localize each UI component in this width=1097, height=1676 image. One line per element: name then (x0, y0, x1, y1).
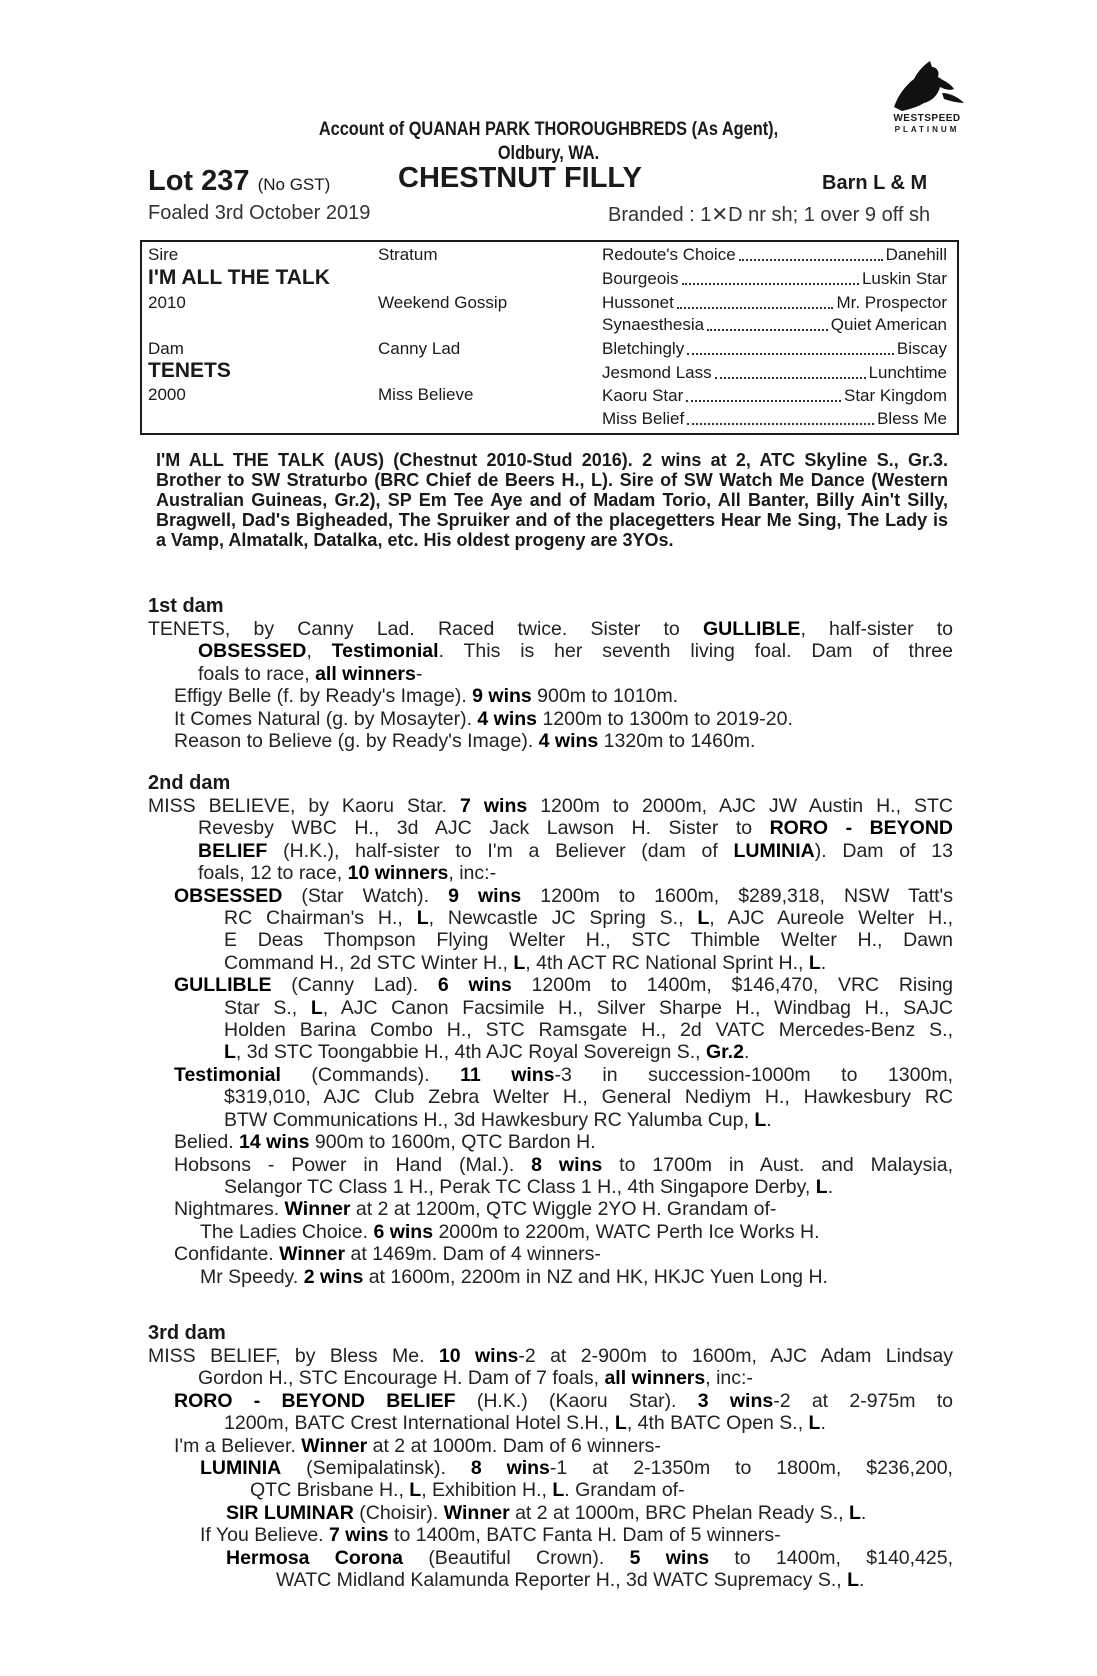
ancestor-row (602, 244, 947, 266)
ancestor-right: Biscay (896, 339, 947, 358)
grandsire-maternal: Canny Lad (378, 339, 461, 358)
ancestor-right: Quiet American (830, 315, 947, 334)
dam-line: MISS BELIEF, by Bless Me. 10 wins-2 at 2-900m to 1600m, AJC Adam Lindsay (148, 1345, 953, 1367)
dam-year: 2000 (148, 385, 186, 404)
leader-dots (677, 292, 834, 309)
dam-line: Star S., L, AJC Canon Facsimile H., Silver Sharpe H., Windbag H., SAJC (224, 996, 953, 1019)
consignor-name: Account of QUANAH PARK THOROUGHBREDS (As Agent), (318, 119, 779, 140)
sire-label: Sire (148, 245, 179, 264)
dam-line: BELIEF (H.K.), half-sister to I'm a Believer (dam of LUMINIA). Dam of 13 (198, 839, 953, 862)
leader-dots (682, 268, 859, 285)
ancestor-right: Bless Me (877, 409, 947, 428)
dam-line: $319,010, AJC Club Zebra Welter H., General Nediym H., Hawkesbury RC (224, 1086, 953, 1109)
lot-label: Lot 237 (148, 165, 250, 197)
second-dam-section (148, 771, 953, 1288)
leader-dots (739, 244, 883, 261)
dam-line: RORO - BEYOND BELIEF (H.K.) (Kaoru Star). 3 wins-2 at 2-975m to (174, 1389, 954, 1412)
logo-subtitle: PLATINUM (894, 125, 960, 134)
dam-line: Revesby WBC H., 3d AJC Jack Lawson H. Sister to RORO - BEYOND (198, 817, 954, 840)
brand-marks: Branded : 1✕D nr sh; 1 over 9 off sh (608, 204, 931, 226)
leader-dots (687, 408, 874, 425)
dam-line: If You Believe. 7 wins to 1400m, BATC Fanta H. Dam of 5 winners- (200, 1524, 781, 1547)
ancestor-left: Miss Belief (602, 409, 685, 428)
ancestor-row (602, 362, 947, 384)
dam-line: QTC Brisbane H., L, Exhibition H., L. Grandam of- (250, 1479, 685, 1502)
dam-line: MISS BELIEVE, by Kaoru Star. 7 wins 1200m to 2000m, AJC JW Austin H., STC (148, 795, 953, 817)
dam-line: SIR LUMINAR (Choisir). Winner at 2 at 1000m, BRC Phelan Ready S., L. (226, 1501, 867, 1524)
grandsire-paternal: Stratum (378, 245, 438, 264)
dam-line: Hobsons - Power in Hand (Mal.). 8 wins to 1700m in Aust. and Malaysia, (174, 1153, 953, 1176)
consignor-line (77, 118, 1020, 166)
second-dam-heading: 2nd dam (148, 772, 231, 794)
sire-summary: I'M ALL THE TALK (AUS) (Chestnut 2010-Stud 2016). 2 wins at 2, ATC Skyline S., Gr.3. Brother to SW Straturbo (BRC Chief de Beers H., L). Sire of SW Watch Me Dance (Western Australian Guineas, Gr.2), SP Em Tee Aye and of Madam Torio, All Banter, Billy Ain't Silly, Bragwell, Dad's Bigheaded, The Spruiker and of the placegetters Hear Me Sing, The Lady is a Vamp, Almatalk, Datalka, etc. His oldest progeny are 3YOs. (156, 450, 948, 550)
ancestor-right: Lunchtime (868, 363, 947, 382)
foaled-date: Foaled 3rd October 2019 (148, 202, 371, 224)
dam-line: GULLIBLE (Canny Lad). 6 wins 1200m to 1400m, $146,470, VRC Rising (174, 974, 954, 997)
dam-line: Nightmares. Winner at 2 at 1200m, QTC Wiggle 2YO H. Grandam of- (174, 1198, 777, 1221)
ancestor-left: Kaoru Star (602, 386, 684, 405)
ancestor-row (602, 268, 947, 290)
dam-line: OBSESSED (Star Watch). 9 wins 1200m to 1600m, $289,318, NSW Tatt's (174, 884, 953, 907)
dam-line: LUMINIA (Semipalatinsk). 8 wins-1 at 2-1350m to 1800m, $236,200, (200, 1457, 953, 1480)
ancestor-left: Bourgeois (602, 269, 679, 288)
dam-line: Belied. 14 wins 900m to 1600m, QTC Bardon H. (174, 1131, 596, 1154)
ancestor-right: Star Kingdom (844, 386, 947, 405)
granddam-maternal: Miss Believe (378, 385, 474, 404)
third-dam-heading: 3rd dam (148, 1322, 226, 1344)
dam-line: Mr Speedy. 2 wins at 1600m, 2200m in NZ and HK, HKJC Yuen Long H. (200, 1265, 828, 1288)
ancestor-left: Redoute's Choice (602, 245, 736, 264)
dam-line: Testimonial (Commands). 11 wins-3 in succession-1000m to 1300m, (174, 1063, 954, 1086)
dam-line: OBSESSED, Testimonial. This is her seventh living foal. Dam of three (198, 640, 953, 663)
dam-line: Command H., 2d STC Winter H., L, 4th ACT RC National Sprint H., L. (224, 951, 827, 974)
dam-line: I'm a Believer. Winner at 2 at 1000m. Dam of 6 winners- (174, 1434, 661, 1457)
leader-dots (687, 338, 894, 355)
ancestor-right: Danehill (885, 245, 947, 264)
dam-line: Effigy Belle (f. by Ready's Image). 9 wins 900m to 1010m. (174, 685, 679, 708)
dam-line: Reason to Believe (g. by Ready's Image). 4 wins 1320m to 1460m. (174, 730, 756, 753)
consignor-location: Oldbury, WA. (497, 143, 600, 164)
dam-line: Selangor TC Class 1 H., Perak TC Class 1 H., 4th Singapore Derby, L. (224, 1175, 834, 1198)
dam-line: foals, 12 to race, 10 winners, inc:- (198, 862, 497, 885)
third-dam-section (148, 1321, 953, 1591)
pedigree-table (140, 240, 959, 435)
dam-line: E Deas Thompson Flying Welter H., STC Thimble Welter H., Dawn (224, 929, 953, 952)
ancestor-right: Mr. Prospector (836, 293, 947, 312)
dam-line: WATC Midland Kalamunda Reporter H., 3d WATC Supremacy S., L. (276, 1569, 865, 1592)
sire-year: 2010 (148, 293, 186, 312)
first-dam-section (148, 594, 953, 752)
ancestor-row (602, 385, 947, 407)
granddam-paternal: Weekend Gossip (378, 293, 508, 312)
lot-description: CHESTNUT FILLY (398, 162, 642, 194)
dam-line: Gordon H., STC Encourage H. Dam of 7 foals, all winners, inc:- (198, 1367, 753, 1390)
gst-note: (No GST) (257, 175, 331, 194)
ancestor-left: Jesmond Lass (602, 363, 712, 382)
ancestor-row (602, 314, 947, 336)
first-dam-heading: 1st dam (148, 595, 224, 617)
dam-line: Hermosa Corona (Beautiful Crown). 5 wins to 1400m, $140,425, (226, 1546, 954, 1569)
ancestor-left: Synaesthesia (602, 315, 705, 334)
dam-line: TENETS, by Canny Lad. Raced twice. Sister to GULLIBLE, half-sister to (148, 618, 953, 640)
ancestor-row (602, 408, 947, 430)
leader-dots (715, 362, 866, 379)
dam-line: foals to race, all winners- (198, 662, 423, 685)
ancestor-left: Bletchingly (602, 339, 685, 358)
dam-name: TENETS (148, 359, 231, 382)
dam-line: Holden Barina Combo H., STC Ramsgate H., 2d VATC Mercedes-Benz S., (224, 1019, 953, 1042)
dam-line: BTW Communications H., 3d Hawkesbury RC Yalumba Cup, L. (224, 1108, 772, 1131)
dam-line: RC Chairman's H., L, Newcastle JC Spring S., L, AJC Aureole Welter H., (224, 907, 953, 930)
sire-name: I'M ALL THE TALK (148, 266, 330, 289)
dam-line: The Ladies Choice. 6 wins 2000m to 2200m, WATC Perth Ice Works H. (200, 1220, 820, 1243)
leader-dots (686, 385, 841, 402)
leader-dots (707, 314, 828, 331)
ancestor-right: Luskin Star (861, 269, 947, 288)
dam-line: 1200m, BATC Crest International Hotel S.H., L, 4th BATC Open S., L. (224, 1412, 826, 1435)
dam-label: Dam (148, 339, 184, 358)
dam-line: L, 3d STC Toongabbie H., 4th AJC Royal Sovereign S., Gr.2. (224, 1041, 750, 1064)
barn-location: Barn L & M (822, 172, 928, 194)
lot-number (148, 165, 330, 198)
ancestor-row (602, 292, 947, 314)
dam-line: It Comes Natural (g. by Mosayter). 4 wins 1200m to 1300m to 2019-20. (174, 707, 793, 730)
logo-wordmark: WESTSPEED (893, 113, 961, 124)
ancestor-row (602, 338, 947, 360)
ancestor-left: Hussonet (602, 293, 674, 312)
dam-line: Confidante. Winner at 1469m. Dam of 4 winners- (174, 1243, 601, 1266)
